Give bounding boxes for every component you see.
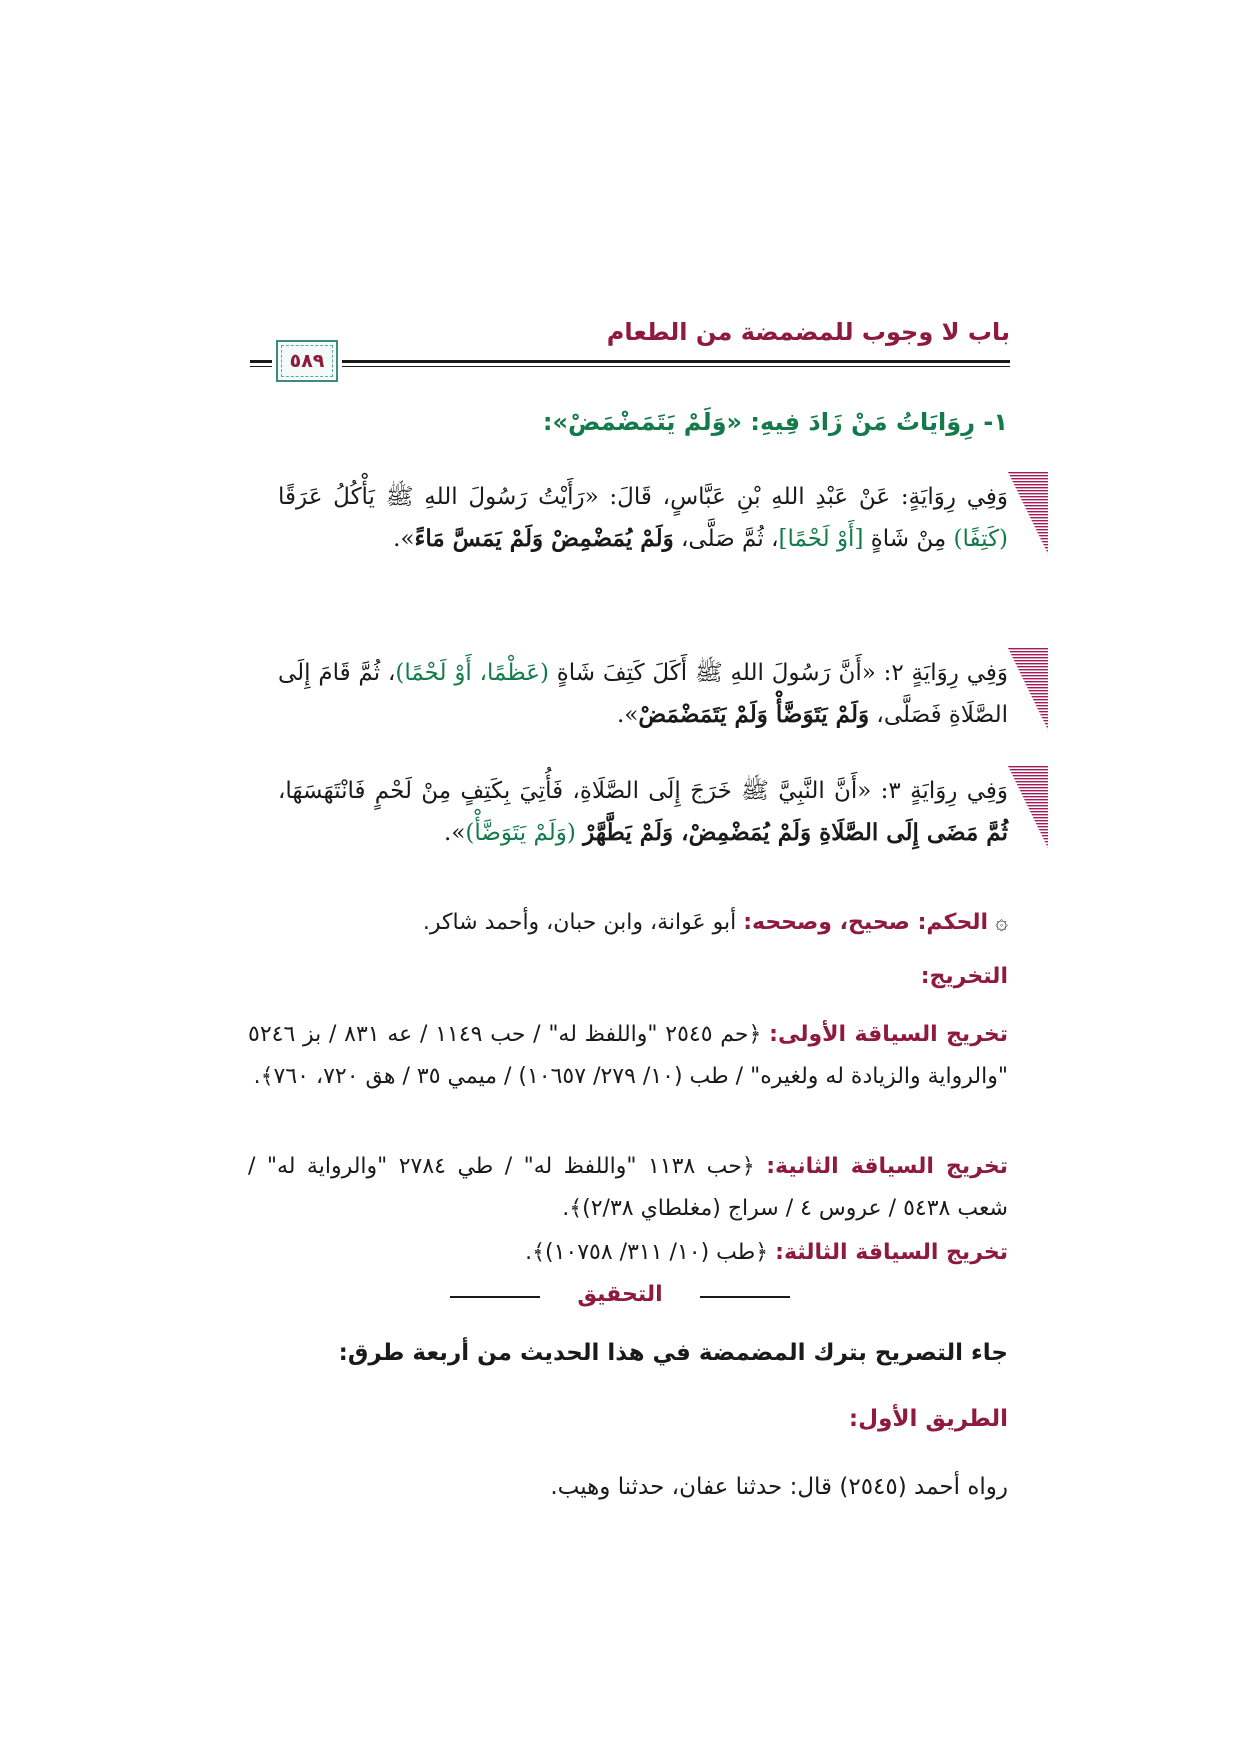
corner-ornament-icon bbox=[1008, 648, 1048, 730]
takhrij-heading: التخريج: bbox=[920, 964, 1008, 989]
corner-ornament-icon bbox=[1008, 472, 1048, 554]
divider-label: التحقيق bbox=[577, 1282, 663, 1307]
tahqiq-text: رواه أحمد (٢٥٤٥) قال: حدثنا عفان، حدثنا وهيب. bbox=[550, 1474, 1008, 1500]
takhrij-entry: تخريج السياقة الأولى: ﴿حم ٢٥٤٥ "واللفظ له" / حب ١١٤٩ / عه ٨٣١ / بز ٥٢٤٦ "والرواية والزيادة له ولغيره" / طب (١٠/ ٢٧٩/ ١٠٦٥٧) / ميمي ٣٥ / هق ٧٢٠، ٧٦٠﴾. bbox=[248, 1022, 1008, 1089]
header-rule bbox=[342, 360, 1010, 363]
takhrij-entry: تخريج السياقة الثانية: ﴿حب ١١٣٨ "واللفظ له" / طي ٢٧٨٤ "والرواية له" / شعب ٥٤٣٨ / عروس ٤ / سراج (مغلطاي ٢/٣٨)﴾. bbox=[248, 1154, 1008, 1221]
first-path-heading: الطريق الأول: bbox=[848, 1406, 1008, 1432]
corner-ornament-icon bbox=[1008, 766, 1048, 848]
takhrij-entry: تخريج السياقة الثالثة: ﴿طب (١٠/ ٣١١/ ١٠٧٥٨)﴾. bbox=[525, 1240, 1008, 1265]
section-heading: ١- رِوَايَاتُ مَنْ زَادَ فِيهِ: «وَلَمْ يَتَمَضْمَضْ»: bbox=[542, 408, 1008, 436]
page-number: ٥٨٩ bbox=[289, 350, 325, 372]
narration-text: وَفِي رِوَايَةٍ ٣: «أَنَّ النَّبِيَّ ﷺ خَرَجَ إِلَى الصَّلَاةِ، فَأُتِيَ بِكَتِفٍ مِنْ لَحْمٍ فَانْتَهَسَهَا، ثُمَّ مَضَى إِلَى الصَّلَاةِ وَلَمْ يُمَضْمِضْ، وَلَمْ يَطَّهَّرْ (وَلَمْ يَتَوَضَّأْ)». bbox=[278, 778, 1008, 846]
header-rule bbox=[250, 360, 272, 363]
page-number-badge bbox=[276, 340, 338, 382]
header-rule bbox=[250, 366, 272, 367]
header-rule bbox=[342, 366, 1010, 367]
narration-text: وَفِي رِوَايَةٍ: عَنْ عَبْدِ اللهِ بْنِ عَبَّاسٍ، قَالَ: «رَأَيْتُ رَسُولَ اللهِ ﷺ يَأْكُلُ عَرَقًا (كَتِفًا) مِنْ شَاةٍ [أَوْ لَحْمًا]، ثُمَّ صَلَّى، وَلَمْ يُمَضْمِضْ وَلَمْ يَمَسَّ مَاءً». bbox=[278, 484, 1008, 552]
narration-block bbox=[278, 476, 1008, 560]
hadith-ruling: ۞ الحكم: صحيح، وصححه: أبو عَوانة، وابن حبان، وأحمد شاكر. bbox=[422, 910, 1008, 935]
sun-ornament-icon: ۞ bbox=[988, 910, 1008, 935]
tahqiq-divider bbox=[450, 1282, 790, 1312]
page-header bbox=[250, 318, 1010, 398]
narration-block bbox=[278, 652, 1008, 736]
chapter-title: باب لا وجوب للمضمضة من الطعام bbox=[606, 318, 1010, 346]
tahqiq-intro: جاء التصريح بترك المضمضة في هذا الحديث من أربعة طرق: bbox=[338, 1340, 1008, 1366]
divider-line bbox=[700, 1296, 790, 1298]
narration-text: وَفِي رِوَايَةٍ ٢: «أَنَّ رَسُولَ اللهِ ﷺ أَكَلَ كَتِفَ شَاةٍ (عَظْمًا، أَوْ لَحْمًا)، ثُمَّ قَامَ إِلَى الصَّلَاةِ فَصَلَّى، وَلَمْ يَتَوَضَّأْ وَلَمْ يَتَمَضْمَضْ». bbox=[278, 660, 1008, 728]
narration-block bbox=[278, 770, 1008, 854]
